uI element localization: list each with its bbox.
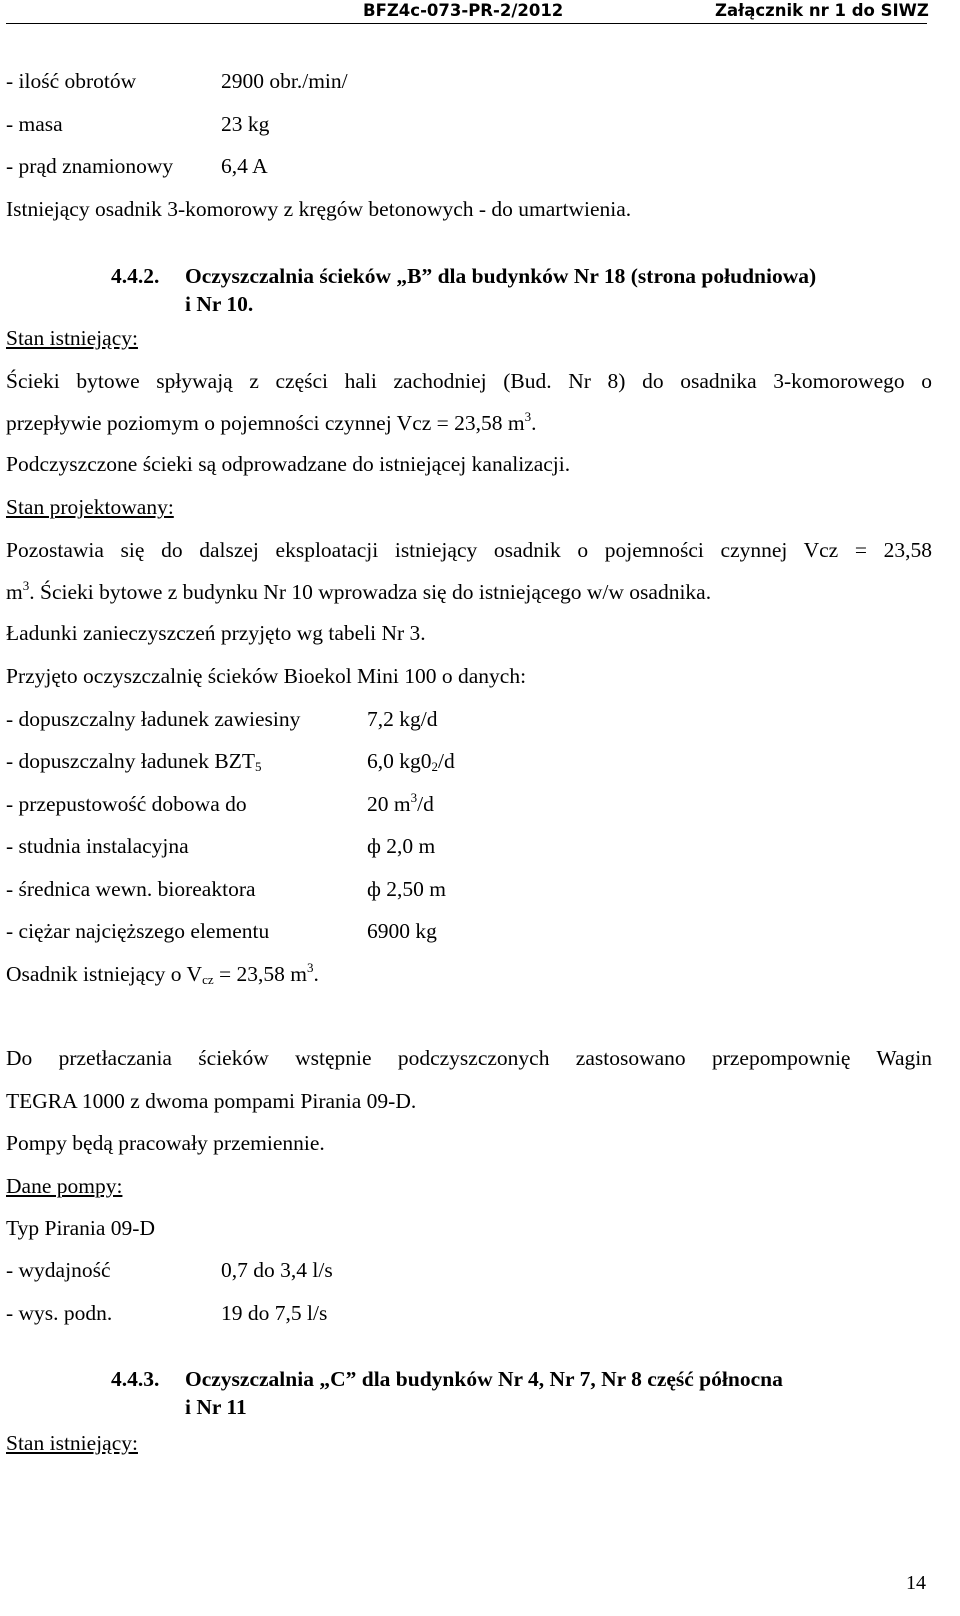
param-value: ф 2,50 m bbox=[367, 877, 447, 901]
section-number: 4.4.2. bbox=[111, 264, 160, 288]
pump-data-label: Dane pompy: bbox=[6, 1174, 123, 1198]
header-divider bbox=[6, 23, 927, 24]
loads-note: Ładunki zanieczyszczeń przyjęto wg tabeli Nr 3. bbox=[6, 621, 426, 645]
param-label: - masa bbox=[6, 112, 63, 136]
section-title-cont: i Nr 10. bbox=[185, 292, 254, 316]
param-value: 0,7 do 3,4 l/s bbox=[221, 1258, 333, 1282]
section-title-cont: i Nr 11 bbox=[185, 1395, 247, 1419]
param-value: 2900 obr./min/ bbox=[221, 69, 348, 93]
section-title: Oczyszczalnia „C” dla budynków Nr 4, Nr 7, Nr 8 część północna bbox=[185, 1367, 783, 1391]
paragraph-line: $m^3$. Ścieki bytowe z budynku Nr 10 wprowadza się do istniejącego w/w osadnika. bbox=[6, 578, 712, 604]
paragraph-line: przepływie poziomym o pojemności czynnej Vcz = 23,58 $m^3$. bbox=[6, 409, 537, 435]
param-label: - studnia instalacyjna bbox=[6, 834, 189, 858]
param-value: 7,2 kg/d bbox=[367, 707, 438, 731]
page-header bbox=[0, 0, 960, 22]
state-existing-label: Stan istniejący: bbox=[6, 1431, 138, 1455]
paragraph-line: Podczyszczone ścieki są odprowadzane do istniejącej kanalizacji. bbox=[6, 452, 571, 476]
section-number: 4.4.3. bbox=[111, 1367, 160, 1391]
pump-type: Typ Pirania 09-D bbox=[6, 1216, 155, 1240]
paragraph-line: Pozostawia się do dalszej eksploatacji istniejący osadnik o pojemności czynnej Vcz = 23,58 bbox=[6, 538, 932, 562]
state-designed-label: Stan projektowany: bbox=[6, 495, 174, 519]
state-existing-label: Stan istniejący: bbox=[6, 326, 138, 350]
param-label: - wydajność bbox=[6, 1258, 111, 1282]
existing-settler-note: Istniejący osadnik 3-komorowy z kręgów betonowych - do umartwienia. bbox=[6, 197, 632, 221]
param-value: 6,4 A bbox=[221, 154, 268, 178]
document-id: BFZ4c-073-PR-2/2012 bbox=[363, 1, 564, 20]
param-label: - wys. podn. bbox=[6, 1301, 113, 1325]
paragraph-line: Ścieki bytowe spływają z części hali zachodniej (Bud. Nr 8) do osadnika 3-komorowego o bbox=[6, 369, 932, 393]
page-number: 14 bbox=[906, 1572, 926, 1594]
param-value: 23 kg bbox=[221, 112, 270, 136]
alternating-note: Pompy będą pracowały przemiennie. bbox=[6, 1131, 325, 1155]
param-label: - ilość obrotów bbox=[6, 69, 137, 93]
param-label: - prąd znamionowy bbox=[6, 154, 174, 178]
param-label: - dopuszczalny ładunek zawiesiny bbox=[6, 707, 301, 731]
param-label: - dopuszczalny ładunek $BZT_5$ bbox=[6, 749, 262, 774]
param-value: 19 do 7,5 l/s bbox=[221, 1301, 328, 1325]
param-value: 6,0 $kg0_2/d$ bbox=[367, 749, 455, 774]
param-label: - przepustowość dobowa do bbox=[6, 792, 247, 816]
paragraph-line: TEGRA 1000 z dwoma pompami Pirania 09-D. bbox=[6, 1089, 417, 1113]
param-label: - średnica wewn. bioreaktora bbox=[6, 877, 256, 901]
param-value: 20 $m^3/d$ bbox=[367, 790, 434, 816]
plant-intro: Przyjęto oczyszczalnię ścieków Bioekol Mini 100 o danych: bbox=[6, 664, 527, 688]
param-value: ф 2,0 m bbox=[367, 834, 436, 858]
section-title: Oczyszczalnia ścieków „B” dla budynków Nr 18 (strona południowa) bbox=[185, 264, 817, 288]
param-label: - ciężar najcięższego elementu bbox=[6, 919, 270, 943]
settler-volume-line: Osadnik istniejący o $V_{cz} = 23,58$ $m^3$. bbox=[6, 960, 319, 987]
attachment-label: Załącznik nr 1 do SIWZ bbox=[715, 1, 929, 20]
param-value: 6900 kg bbox=[367, 919, 437, 943]
paragraph-line: Do przetłaczania ścieków wstępnie podczyszczonych zastosowano przepompownię Wagin bbox=[6, 1046, 932, 1070]
